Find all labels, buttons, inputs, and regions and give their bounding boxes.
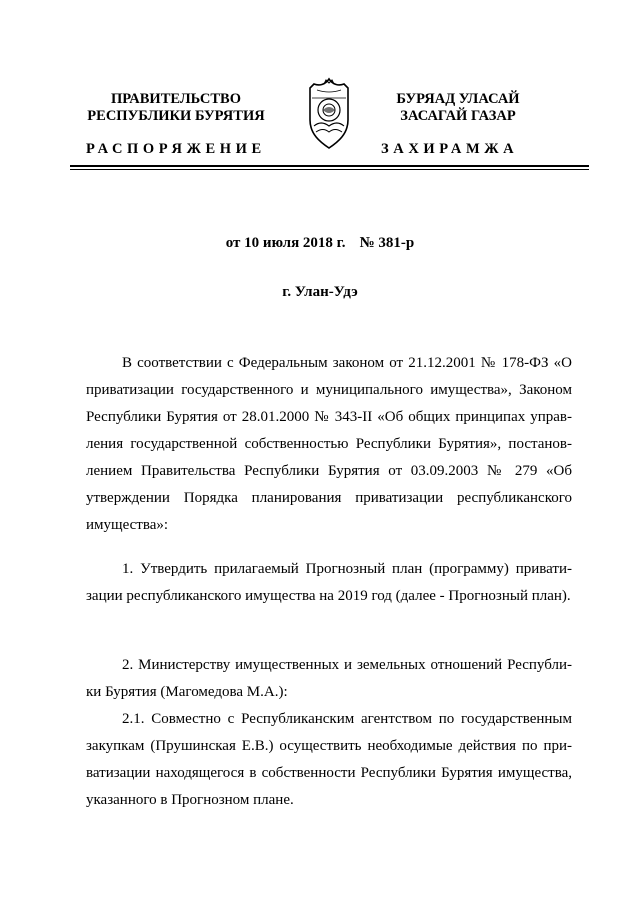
order-date-number [0, 235, 640, 252]
body-item-2-1: 2.1. Совместно с Республиканским агентством по государственным закупкам (Прушинская Е.В.) осуществить необходимые действия по при-ватизации находящегося в собственности Республики Бурятия имущества, указанного в Прогнозном плане. [86, 711, 572, 808]
header-right-line-2: ЗАСАГАЙ ГАЗАР [400, 108, 516, 124]
body-preamble-block [86, 350, 572, 539]
body-item-1-block [86, 556, 572, 610]
header-right-authority [378, 91, 538, 125]
order-number: № 381-р [359, 235, 415, 251]
coat-of-arms-emblem [298, 76, 360, 150]
header-left-authority [86, 91, 266, 125]
body-item-1: 1. Утвердить прилагаемый Прогнозный план (программу) привати-зации республиканского имущества на 2019 год (далее - Прогнозный план). [86, 561, 572, 604]
body-item-2-block [86, 652, 572, 814]
body-item-2: 2. Министерству имущественных и земельных отношений Республи-ки Бурятия (Магомедова М.А.): [86, 657, 572, 700]
header-divider-thick [70, 165, 589, 167]
header-left-line-1: ПРАВИТЕЛЬСТВО [111, 91, 241, 107]
header-left-doc-type: РАСПОРЯЖЕНИЕ [86, 141, 266, 157]
order-date: от 10 июля 2018 г. [225, 235, 346, 251]
header-right-doc-type: ЗАХИРАМЖА [381, 141, 519, 157]
header-right-line-1: БУРЯАД УЛАСАЙ [396, 91, 520, 107]
body-preamble: В соответствии с Федеральным законом от 21.12.2001 № 178-ФЗ «О приватизации государственного и муниципального имущества», Законом Республики Бурятия от 28.01.2000 № 343-II «Об общих принципах управ-ления государственной собственностью Республики Бурятия», постанов-лением Правительства Республики Бурятия от 03.09.2003 № 279 «Об утверждении Порядка планирования приватизации республиканского имущества»: [86, 355, 572, 533]
header-divider-thin [70, 169, 589, 170]
order-city: г. Улан-Удэ [282, 284, 358, 300]
header-left-line-2: РЕСПУБЛИКИ БУРЯТИЯ [87, 108, 265, 124]
